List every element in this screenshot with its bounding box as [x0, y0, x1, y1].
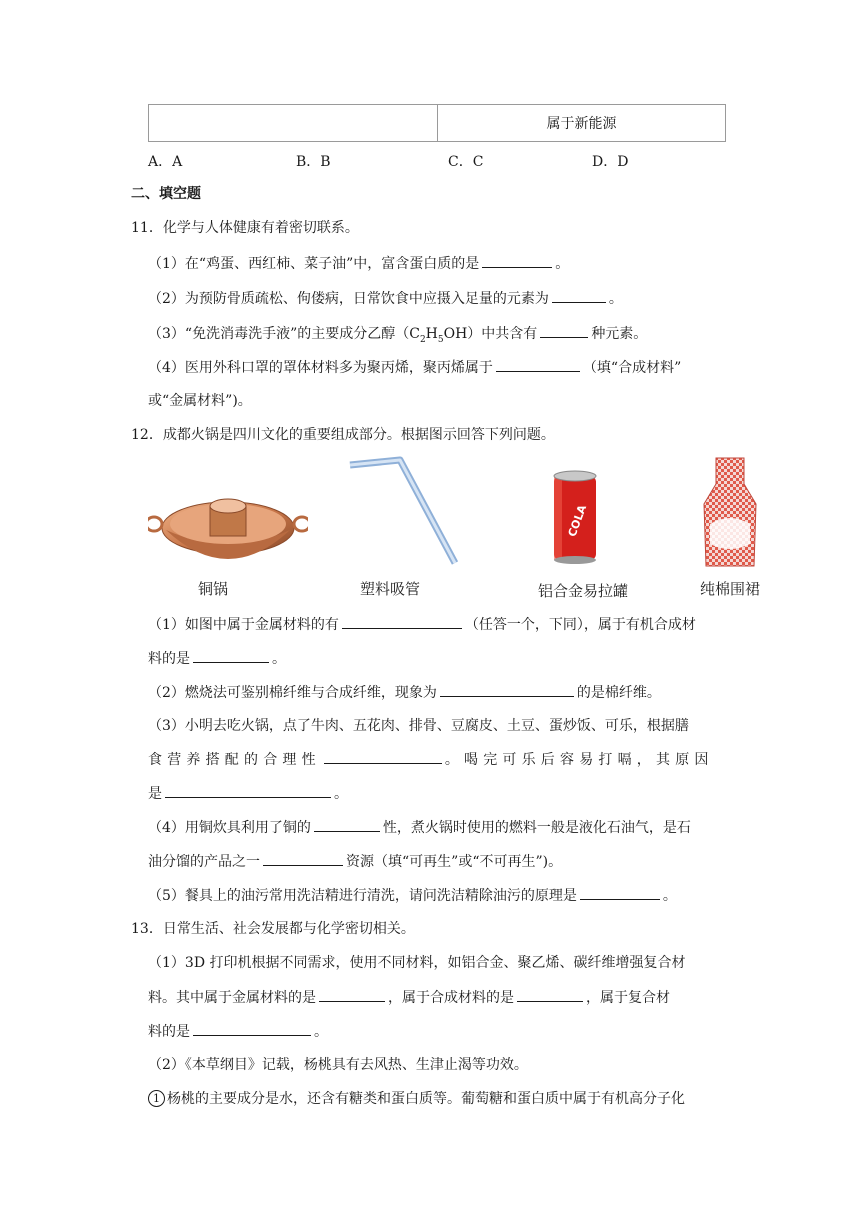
- text: （4）用铜炊具利用了铜的: [148, 820, 311, 836]
- text: 性，煮火锅时使用的燃料一般是液化石油气，是石: [382, 820, 691, 836]
- text: （任答一个，下同），属于有机合成材: [464, 617, 696, 633]
- choice-options: [148, 151, 708, 171]
- table-cell-right: 属于新能源: [546, 116, 617, 132]
- text: 种元素。: [591, 326, 648, 342]
- option-c: C．C: [448, 154, 484, 170]
- q12-part5: [148, 885, 677, 906]
- caption-copper-pot: 铜锅: [198, 580, 229, 598]
- option-b: B．B: [296, 154, 331, 170]
- answer-blank[interactable]: [324, 749, 442, 764]
- q12-part3: （3）小明去吃火锅，点了牛肉、五花肉、排骨、豆腐皮、土豆、蛋炒饭、可乐，根据膳: [148, 718, 689, 734]
- text: 。: [662, 888, 677, 904]
- answer-blank[interactable]: [263, 851, 343, 866]
- answer-blank[interactable]: [580, 885, 660, 900]
- text: 食营养搭配的合理性: [148, 752, 321, 768]
- text: 资源（填“可再生”或“不可再生”)。: [346, 854, 563, 870]
- figure-row: [140, 450, 780, 610]
- q11-stem: 11．化学与人体健康有着密切联系。: [131, 220, 359, 236]
- q12-stem: 12．成都火锅是四川文化的重要组成部分。根据图示回答下列问题。: [131, 427, 555, 443]
- q13-part1: （1）3D 打印机根据不同需求，使用不同材料，如铝合金、聚乙烯、碳纤维增强复合材: [148, 955, 686, 971]
- text: ，属于复合材: [586, 990, 670, 1006]
- answer-table: [148, 104, 726, 142]
- q12-part4: [148, 817, 691, 838]
- text: 。: [314, 1024, 328, 1040]
- cola-can-image: [550, 468, 600, 564]
- answer-blank[interactable]: [165, 783, 331, 798]
- q13-part2: （2）《本草纲目》记载，杨桃具有去风热、生津止渴等功效。: [148, 1057, 528, 1073]
- q12-part3-cont: [148, 749, 714, 770]
- caption-plastic-straw: 塑料吸管: [360, 580, 421, 598]
- caption-cotton-apron: 纯棉围裙: [700, 580, 761, 598]
- text: （填“合成材料”: [582, 360, 682, 376]
- answer-blank[interactable]: [482, 253, 552, 268]
- text: 。: [272, 651, 286, 667]
- q11-part4: [148, 357, 681, 378]
- answer-blank[interactable]: [314, 817, 380, 832]
- answer-blank[interactable]: [440, 682, 574, 697]
- text: （1）如图中属于金属材料的有: [148, 617, 339, 633]
- text: （5）餐具上的油污常用洗洁精进行清洗，请问洗洁精除油污的原理是: [148, 888, 577, 904]
- q13-part3: [148, 1089, 685, 1109]
- text: 是: [148, 786, 162, 802]
- text: （2）为预防骨质疏松、佝偻病，日常饮食中应摄入足量的元素为: [148, 291, 549, 307]
- text: （4）医用外科口罩的罩体材料多为聚丙烯，聚丙烯属于: [148, 360, 493, 376]
- text: 。喝完可乐后容易打嗝，其原因: [444, 752, 714, 768]
- text: 杨桃的主要成分是水，还含有糖类和蛋白质等。葡萄糖和蛋白质中属于有机高分子化: [167, 1091, 685, 1107]
- text: （2）燃烧法可鉴别棉纤维与合成纤维，现象为: [148, 685, 437, 701]
- section-title: 二、填空题: [131, 186, 201, 202]
- caption-aluminum-can: 铝合金易拉罐: [538, 582, 629, 600]
- plastic-straw-image: [340, 455, 470, 575]
- answer-blank[interactable]: [193, 1021, 311, 1036]
- text: 料的是: [148, 1024, 190, 1040]
- q11-part3: [148, 323, 647, 350]
- answer-blank[interactable]: [517, 987, 583, 1002]
- q13-stem: 13．日常生活、社会发展都与化学密切相关。: [131, 921, 415, 937]
- q12-part4-cont: [148, 851, 562, 872]
- text: 油分馏的产品之一: [148, 854, 260, 870]
- subscript: 5: [437, 334, 444, 345]
- text: H: [425, 326, 438, 342]
- q11-part4-cont: 或“金属材料”)。: [148, 393, 252, 409]
- option-d: D．D: [592, 154, 629, 170]
- answer-blank[interactable]: [552, 288, 606, 303]
- text: 料的是: [148, 651, 190, 667]
- answer-blank[interactable]: [342, 614, 462, 629]
- q12-part1-cont: [148, 648, 286, 669]
- subscript: 2: [419, 334, 426, 345]
- text: OH）中共含有: [443, 326, 538, 342]
- copper-pot-image: [148, 488, 308, 578]
- cotton-apron-image: [700, 454, 760, 570]
- q12-part3-end: [148, 783, 348, 804]
- answer-blank[interactable]: [193, 648, 269, 663]
- text: 。: [608, 291, 623, 307]
- text: ，属于合成材料的是: [388, 990, 514, 1006]
- answer-blank[interactable]: [540, 323, 588, 338]
- option-a: A．A: [148, 154, 183, 170]
- text: （3）“免洗消毒洗手液”的主要成分乙醇（C: [148, 326, 420, 342]
- answer-blank[interactable]: [319, 987, 385, 1002]
- answer-blank[interactable]: [496, 357, 580, 372]
- q11-part2: [148, 288, 623, 309]
- text: 。: [334, 786, 348, 802]
- text: 。: [555, 256, 570, 272]
- table-cell-left: [149, 105, 438, 141]
- circled-number: 1: [148, 1090, 165, 1107]
- text: 料。其中属于金属材料的是: [148, 990, 316, 1006]
- q13-part1-end: [148, 1021, 328, 1042]
- q12-part2: [148, 682, 661, 703]
- text: （1）在“鸡蛋、西红柿、菜子油”中，富含蛋白质的是: [148, 256, 480, 272]
- q12-part1: [148, 614, 696, 635]
- q13-part1-cont: [148, 987, 670, 1008]
- text: 的是棉纤维。: [576, 685, 661, 701]
- can-label: COLA: [565, 503, 590, 539]
- q11-part1: [148, 253, 569, 274]
